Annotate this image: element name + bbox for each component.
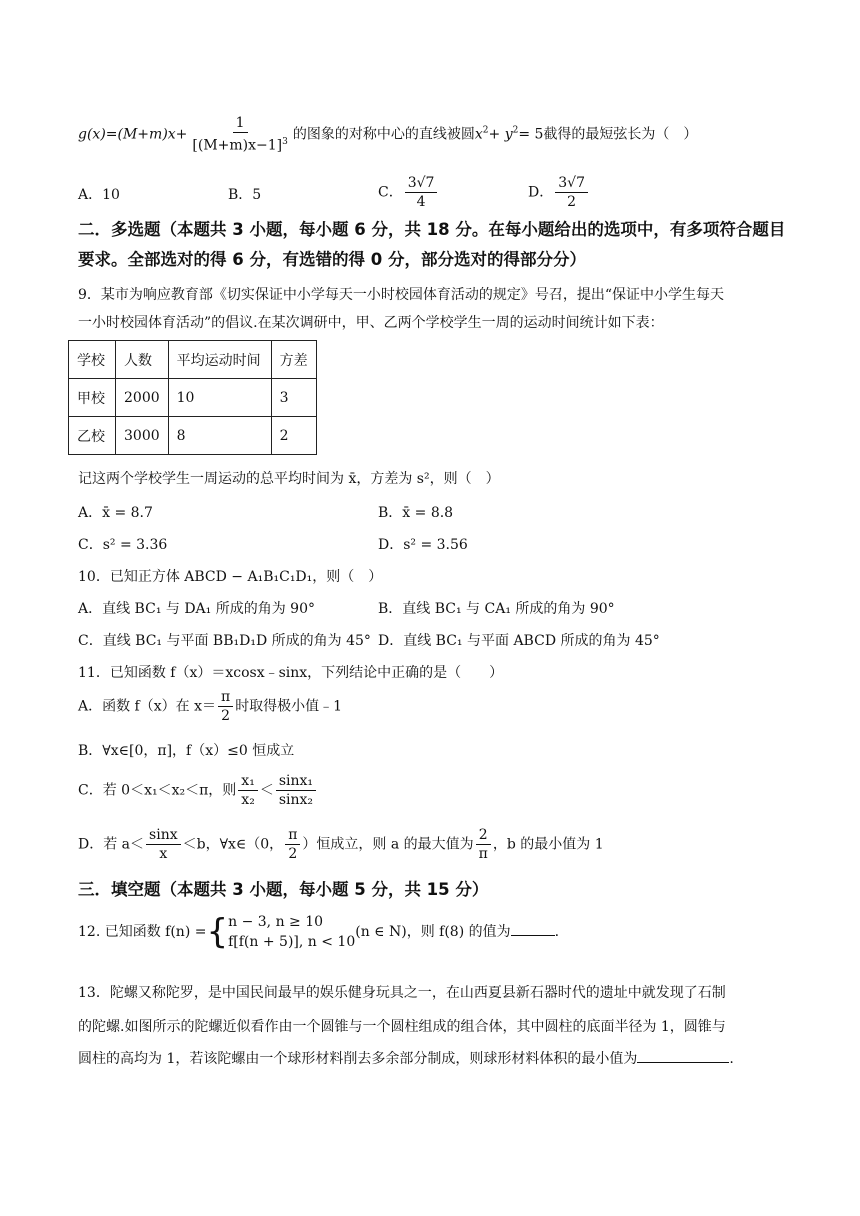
section-3-heading: 三．填空题（本题共 3 小题，每小题 5 分，共 15 分） [78,880,489,899]
q10-option-a[interactable]: A．直线 BC₁ 与 DA₁ 所成的角为 90° [78,601,315,617]
table-cell: 乙校 [69,417,116,455]
q13-text-line1: 13．陀螺又称陀罗，是中国民间最早的娱乐健身玩具之一，在山西夏县新石器时代的遗址中就发现了石制 [78,985,726,1001]
q10-option-c[interactable]: C．直线 BC₁ 与平面 BB₁D₁D 所成的角为 45° [78,633,371,649]
table-cell: 方差 [271,341,316,379]
table-cell: 人数 [116,341,169,379]
q10-option-b[interactable]: B．直线 BC₁ 与 CA₁ 所成的角为 90° [378,601,615,617]
q9-option-b[interactable]: B．x̄ = 8.8 [378,505,454,521]
table-cell: 甲校 [69,379,116,417]
section-2-heading-cont: 要求。全部选对的得 6 分，有选错的得 0 分，部分选对的得部分分） [78,250,586,269]
table-cell: 学校 [69,341,116,379]
table-cell: 3 [271,379,316,417]
q13-text-line3: 圆柱的高均为 1，若该陀螺由一个球形材料削去多余部分制成，则球形材料体积的最小值为 . [78,1048,734,1070]
q10-option-d[interactable]: D．直线 BC₁ 与平面 ABCD 所成的角为 45° [378,633,660,649]
table-cell: 2 [271,417,316,455]
q10-stem: 10．已知正方体 ABCD − A₁B₁C₁D₁，则（ ） [78,569,383,585]
q8-g-prefix: g(x)=(M+m)x+ [78,126,188,143]
q9-option-c[interactable]: C．s² = 3.36 [78,537,168,553]
q12-answer-blank[interactable] [511,921,555,936]
q11-stem: 11．已知函数 f（x）＝xcosx﹣sinx，下列结论中正确的是（ ） [78,665,504,681]
q12-stem: 12. 已知函数 f(n) ={ n − 3, n ≥ 10 f[f(n + 5)], n < 10 (n ∈ N)，则 f(8) 的值为 . [78,912,560,952]
table-cell: 2000 [116,379,169,417]
q8-option-a[interactable]: A．10 [78,187,120,203]
q11-option-d[interactable]: D．若 a＜ $\frac{\sin x}{x}$ ＜b，∀x∈（0， $\frac{\pi}{2}$ ）恒成立，则 a 的最大值为 $\frac{2}{\pi}$ ，b 的最小值为 1 [78,827,604,862]
section-2-heading: 二．多选题（本题共 3 小题，每小题 6 分，共 18 分。在每小题给出的选项中，有多项符合题目 [78,220,786,239]
q9-text-line2: 一小时校园体育活动”的倡议.在某次调研中，甲、乙两个学校学生一周的运动时间统计如下表： [78,315,664,331]
q9-option-a[interactable]: A．x̄ = 8.7 [78,505,153,521]
q11-option-c[interactable]: C．若 0＜x₁＜x₂＜π，则 $\frac{\text{x₁}}{\text{x₂}}$ ＜ $\frac{\text{sinx₁}}{\text{sinx₂}}$ [78,772,318,809]
table-cell: 8 [168,417,271,455]
q8-option-c[interactable]: C． $\frac{3√7}{4}$ [378,174,439,211]
q13-text-line2: 的陀螺.如图所示的陀螺近似看作由一个圆锥与一个圆柱组成的组合体，其中圆柱的底面半径为 1，圆锥与 [78,1019,726,1035]
q8-option-d[interactable]: D． $\frac{3√7}{2}$ [528,174,590,211]
table-cell: 3000 [116,417,169,455]
table-cell: 平均运动时间 [168,341,271,379]
q11-option-a[interactable]: A．函数 f（x）在 x＝ $\frac{\pi}{2}$ 时取得极小值﹣1 [78,689,343,724]
q8-stem: g(x)=(M+m)x+ $\frac{1}{[(M+m)x-1]^3}$ 的图象的对称中心的直线被圆$x^2+ y^2= 5$截得的最短弦长为（ ） [78,115,698,154]
q9-text-line1: 9．某市为响应教育部《切实保证中小学每天一小时校园体育活动的规定》号召，提出“保证中小学生每天 [78,287,725,303]
q11-option-b[interactable]: B．∀x∈[0，π]，f（x）≤0 恒成立 [78,743,295,759]
q9-option-d[interactable]: D．s² = 3.56 [378,537,468,553]
table-row [69,379,317,417]
table-cell: 10 [168,379,271,417]
left-brace-icon: { [206,912,229,952]
table-header-row [69,341,317,379]
q8-option-b[interactable]: B．5 [228,187,262,203]
q8-fraction: $\frac{1}{[(M+m)x-1]^3}$ [192,115,288,154]
q13-answer-blank[interactable] [637,1048,729,1063]
table-row [69,417,317,455]
q9-stats-table [68,340,317,455]
q9-stem: 记这两个学校学生一周运动的总平均时间为 x̄，方差为 s²，则（ ） [78,471,500,487]
